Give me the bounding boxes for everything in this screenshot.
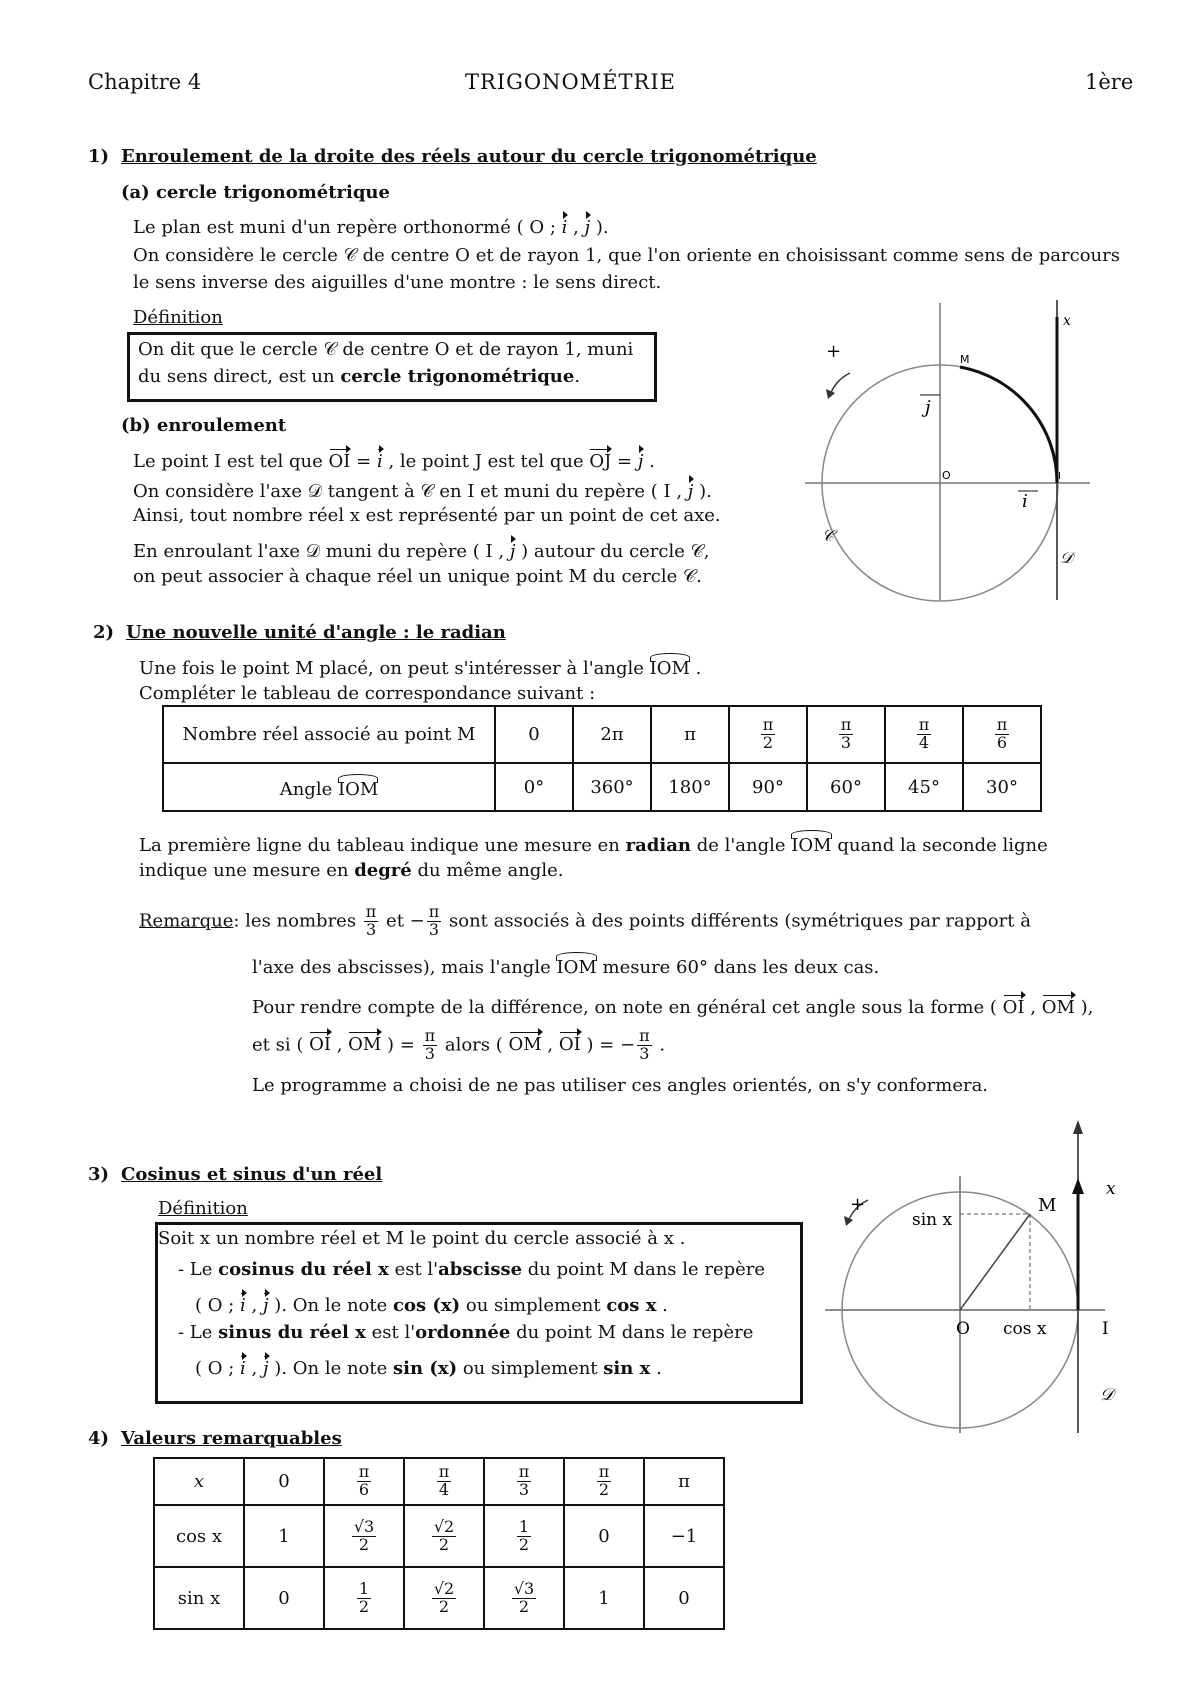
section1-heading: Enroulement de la droite des réels autour du cercle trigonométrique [121,146,817,167]
section4-number: 4) [88,1428,110,1449]
svg-text:𝒞: 𝒞 [822,526,834,545]
value-cell: π [644,1458,724,1505]
svg-text:M: M [960,353,970,366]
svg-text:x: x [1063,313,1071,329]
value-cell: $\frac{\pi}{3}$ [484,1458,564,1505]
section1-number: 1) [88,146,110,167]
remark-line1: Remarque: les nombres $\frac{\pi}{3}$ et − $\frac{\pi}{3}$ sont associés à des points différents (symétriques par rapport à [139,902,1031,939]
remark-line4: et si ( OI , OM ) = $\frac{\pi}{3}$ alors ( OM , OI ) = − $\frac{\pi}{3}$ . [252,1026,666,1063]
section3-heading: Cosinus et sinus d'un réel [121,1164,383,1185]
value-cell: 0 [644,1567,724,1629]
deg-cell: 45° [885,763,963,811]
level-label: 1ère [1085,70,1134,94]
section3-number: 3) [88,1164,110,1185]
svg-text:M: M [1038,1195,1057,1216]
value-cell: $\frac{\pi}{4}$ [404,1458,484,1505]
angle-intro-line: Une fois le point M placé, on peut s'intéresser à l'angle IOM . [139,653,701,679]
value-cell: $\frac{\pi}{2}$ [564,1458,644,1505]
table-instruction: Compléter le tableau de correspondance suivant : [139,683,596,704]
def2-sin-line2: ( O ; i , j ). On le note sin (x) ou simplement sin x . [195,1354,662,1379]
value-cell: $\frac{\pi}{6}$ [324,1458,404,1505]
vector-j: j [585,213,591,238]
svg-text:j: j [925,397,931,418]
section2-number: 2) [93,622,115,643]
subsection-b-title: (b) enroulement [121,415,287,436]
enroulement-line4: En enroulant l'axe 𝒟 muni du repère ( I , j ) autour du cercle 𝒞, [133,537,709,562]
svg-text:x: x [1106,1179,1116,1199]
section4-heading: Valeurs remarquables [121,1428,342,1449]
radian-degree-table [162,705,1042,812]
rad-cell: 2π [573,706,651,763]
rad-cell: 0 [495,706,573,763]
deg-cell: 0° [495,763,573,811]
remarkable-values-table [153,1457,725,1630]
svg-text:cos x: cos x [1003,1319,1047,1339]
svg-text:+: + [850,1194,866,1215]
value-cell: 0 [244,1458,324,1505]
subsection-a-title: (a) cercle trigonométrique [121,182,390,203]
svg-text:sin x: sin x [912,1210,953,1230]
remark-line2: l'axe des abscisses), mais l'angle IOM mesure 60° dans les deux cas. [252,952,879,978]
repere-line: Le plan est muni d'un repère orthonormé ( O ; i , j ). [133,213,609,238]
def2-sin-line1: - Le sinus du réel x est l'ordonnée du point M dans le repère [178,1322,754,1343]
section2-heading: Une nouvelle unité d'angle : le radian [126,622,506,643]
rad-cell: π [651,706,729,763]
row-header-sin: sin x [154,1567,244,1629]
value-cell: $\frac{√3}{2}$ [324,1505,404,1567]
enroulement-line5: on peut associer à chaque réel un unique point M du cercle 𝒞. [133,566,702,587]
circle-orientation-text: On considère le cercle 𝒞 de centre O et de rayon 1, que l'on oriente en choisissant comme sens de parcours le sens inverse des aiguilles d'une montre : le sens direct. [133,245,1120,293]
def2-cos-line2: ( O ; i , j ). On le note cos (x) ou simplement cos x . [195,1291,668,1316]
remark-line5: Le programme a choisi de ne pas utiliser ces angles orientés, on s'y conformera. [252,1075,989,1096]
deg-cell: 60° [807,763,885,811]
definition-label: Définition [133,307,223,328]
svg-text:𝒟: 𝒟 [1060,548,1073,567]
enroulement-line1: Le point I est tel que OI = i , le point J est tel que OJ = j . [133,447,655,472]
rad-cell: $\frac{\pi}{6}$ [963,706,1041,763]
deg-cell: 180° [651,763,729,811]
rad-cell: $\frac{\pi}{2}$ [729,706,807,763]
value-cell: 0 [244,1567,324,1629]
value-cell: $\frac{√3}{2}$ [484,1567,564,1629]
radian-explanation-1: La première ligne du tableau indique une mesure en radian de l'angle IOM quand la seconde ligne [139,830,1048,856]
value-cell: $\frac{√2}{2}$ [404,1567,484,1629]
enroulement-line2: On considère l'axe 𝒟 tangent à 𝒞 en I et muni du repère ( I , j ). [133,477,712,502]
row1-label: Nombre réel associé au point M [163,706,495,763]
def2-line1: Soit x un nombre réel et M le point du cercle associé à x . [158,1228,686,1249]
row-header-cos: cos x [154,1505,244,1567]
svg-text:I: I [1102,1319,1109,1339]
svg-text:I: I [1058,471,1061,482]
deg-cell: 90° [729,763,807,811]
value-cell: $\frac{1}{2}$ [324,1567,404,1629]
svg-text:i: i [1022,491,1028,512]
value-cell: 0 [564,1505,644,1567]
value-cell: 1 [244,1505,324,1567]
value-cell: −1 [644,1505,724,1567]
deg-cell: 360° [573,763,651,811]
radian-explanation-2: indique une mesure en degré du même angle. [139,860,564,881]
value-cell: $\frac{1}{2}$ [484,1505,564,1567]
svg-text:O: O [956,1319,970,1339]
row2-label: Angle IOM [163,763,495,811]
figure-enroulement [800,295,1100,605]
value-cell: $\frac{√2}{2}$ [404,1505,484,1567]
vector-i: i [562,213,568,238]
value-cell: 1 [564,1567,644,1629]
rad-cell: $\frac{\pi}{4}$ [885,706,963,763]
page-title: TRIGONOMÉTRIE [465,70,676,94]
svg-text:O: O [942,469,951,482]
remark-line3: Pour rendre compte de la différence, on note en général cet angle sous la forme ( OI , OM ), [252,993,1093,1018]
svg-text:𝒟: 𝒟 [1100,1385,1114,1405]
enroulement-line3: Ainsi, tout nombre réel x est représenté par un point de cet axe. [133,505,721,526]
col-header-x: x [154,1458,244,1505]
rad-cell: $\frac{\pi}{3}$ [807,706,885,763]
deg-cell: 30° [963,763,1041,811]
definition-text: On dit que le cercle 𝒞 de centre O et de rayon 1, muni du sens direct, est un cercle trigonométrique. [138,339,634,387]
definition2-label: Définition [158,1198,248,1219]
def2-cos-line1: - Le cosinus du réel x est l'abscisse du point M dans le repère [178,1259,766,1280]
figure-cos-sin [820,1118,1130,1438]
plus-sign: + [826,341,842,362]
chapter-label: Chapitre 4 [88,70,202,94]
